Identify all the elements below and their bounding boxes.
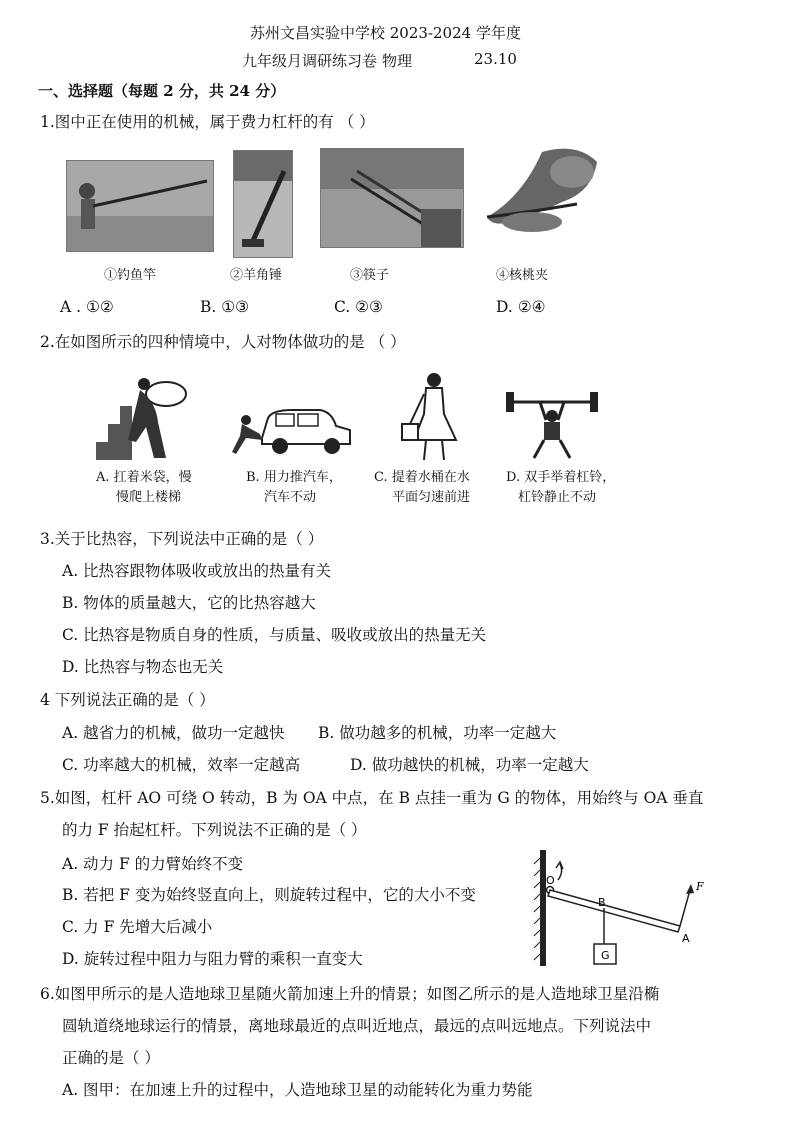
nutcracker-icon <box>482 142 602 238</box>
lever-diagram <box>530 846 720 970</box>
nutcracker-photo <box>482 142 602 238</box>
push-car-icon <box>232 398 354 460</box>
chopsticks-icon <box>321 149 463 247</box>
subject-label: 物理 <box>382 52 413 70</box>
exam-title: 九年级月调研练习卷 <box>242 52 378 70</box>
lever-label-f: F <box>696 880 704 893</box>
q3-option-a: A. 比热容跟物体吸收或放出的热量有关 <box>62 562 332 580</box>
lever-label-g: G <box>601 949 610 962</box>
scene-d-line1: D. 双手举着杠铃， <box>506 470 616 485</box>
chopsticks-photo <box>320 148 464 248</box>
q1-option-a: A . ①② <box>60 298 114 316</box>
q5-option-c: C. 力 F 先增大后减小 <box>62 918 213 936</box>
q3-option-b: B. 物体的质量越大，它的比热容越大 <box>62 594 316 612</box>
water-bucket-scene <box>396 370 476 462</box>
barbell-icon <box>504 388 600 460</box>
water-bucket-icon <box>396 370 476 462</box>
claw-hammer-icon <box>234 151 292 257</box>
lever-label-a: A <box>682 932 690 945</box>
q1-option-c: C. ②③ <box>334 298 383 316</box>
scene-b-line1: B. 用力推汽车， <box>246 470 342 485</box>
question-6-stem-line2: 圆轨道绕地球运行的情景，离地球最近的点叫近地点，最远的点叫远地点。下列说法中 <box>62 1017 652 1035</box>
scene-b-line2: 汽车不动 <box>264 490 317 505</box>
photo-caption-4: ④核桃夹 <box>496 268 549 283</box>
question-3-stem: 3.关于比热容，下列说法中正确的是（ ） <box>40 530 324 548</box>
lever-label-o: O <box>546 874 555 887</box>
question-6-stem-line3: 正确的是（ ） <box>62 1049 160 1067</box>
photo-caption-2: ②羊角锤 <box>230 268 283 283</box>
scene-c-line2: 平面匀速前进 <box>392 490 471 505</box>
q4-option-d: D. 做功越快的机械，功率一定越大 <box>350 756 589 774</box>
photo-caption-1: ①钓鱼竿 <box>104 268 157 283</box>
scene-c-line1: C. 提着水桶在水 <box>374 470 470 485</box>
lever-figure <box>530 846 720 970</box>
q6-option-a: A. 图甲：在加速上升的过程中，人造地球卫星的动能转化为重力势能 <box>62 1081 533 1099</box>
q5-option-b: B. 若把 F 变为始终竖直向上，则旋转过程中，它的大小不变 <box>62 886 476 904</box>
question-6-stem-line1: 6.如图甲所示的是人造地球卫星随火箭加速上升的情景；如图乙所示的是人造地球卫星沿椭 <box>40 985 660 1003</box>
scene-d-line2: 杠铃静止不动 <box>518 490 597 505</box>
question-5-stem-line2: 的力 F 抬起杠杆。下列说法不正确的是（ ） <box>62 821 367 839</box>
question-5-stem-line1: 5.如图，杠杆 AO 可绕 O 转动，B 为 OA 中点，在 B 点挂一重为 G 的物体，用始终与 OA 垂直 <box>40 789 704 807</box>
q1-option-b: B. ①③ <box>200 298 250 316</box>
question-1-stem: 1.图中正在使用的机械，属于费力杠杆的有 （ ） <box>40 113 375 131</box>
stairs-rice-bag-icon <box>96 372 192 460</box>
lever-label-b: B <box>598 896 606 909</box>
school-title: 苏州文昌实验中学校 2023-2024 学年度 <box>250 24 521 42</box>
q5-option-d: D. 旋转过程中阻力与阻力臂的乘积一直变大 <box>62 950 363 968</box>
q5-option-a: A. 动力 F 的力臂始终不变 <box>62 855 244 873</box>
scene-a-line1: A. 扛着米袋，慢 <box>96 470 192 485</box>
question-4-stem: 4 下列说法正确的是（ ） <box>40 691 215 709</box>
claw-hammer-photo <box>233 150 293 258</box>
photo-caption-3: ③筷子 <box>350 268 390 283</box>
section-title: 一、选择题（每题 2 分，共 24 分） <box>38 82 286 100</box>
fishing-rod-photo <box>66 160 214 252</box>
q1-option-d: D. ②④ <box>496 298 546 316</box>
barbell-scene <box>504 388 600 460</box>
scene-a-line2: 慢爬上楼梯 <box>116 490 182 505</box>
q4-option-b: B. 做功越多的机械，功率一定越大 <box>318 724 557 742</box>
q4-option-c: C. 功率越大的机械，效率一定越高 <box>62 756 301 774</box>
question-2-stem: 2.在如图所示的四种情境中，人对物体做功的是 （ ） <box>40 333 406 351</box>
push-car-scene <box>232 398 354 460</box>
fishing-rod-icon <box>67 161 213 251</box>
stairs-scene <box>96 372 192 460</box>
exam-date: 23.10 <box>474 50 517 68</box>
q4-option-a: A. 越省力的机械，做功一定越快 <box>62 724 285 742</box>
q3-option-c: C. 比热容是物质自身的性质，与质量、吸收或放出的热量无关 <box>62 626 487 644</box>
q3-option-d: D. 比热容与物态也无关 <box>62 658 224 676</box>
